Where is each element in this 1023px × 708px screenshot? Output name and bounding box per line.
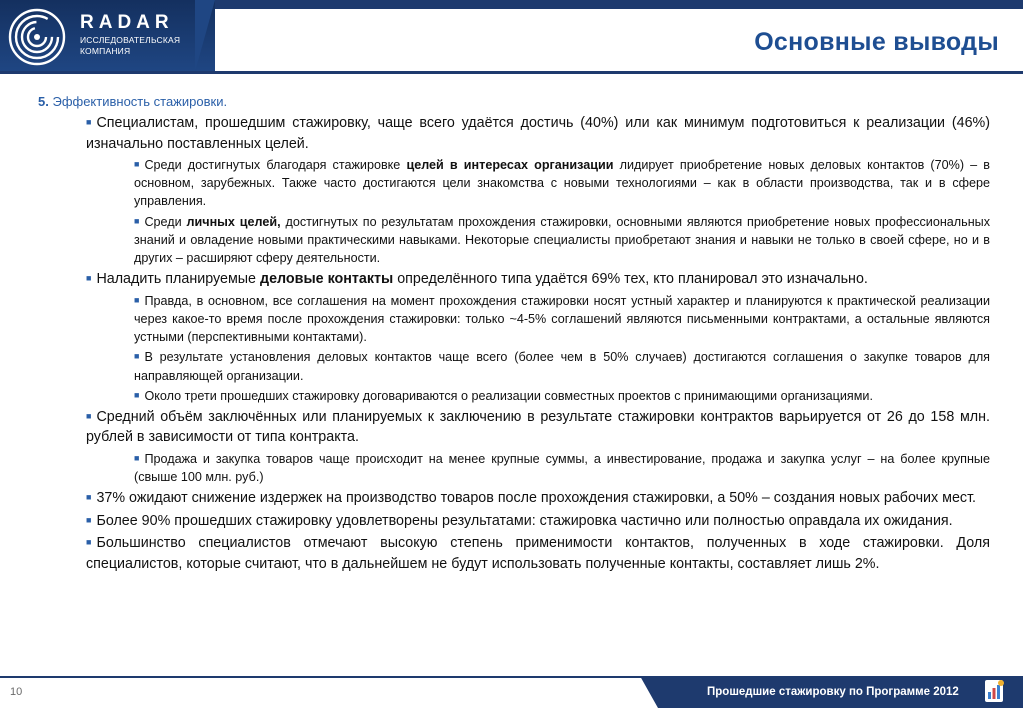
sub-bullet-item [134,155,990,211]
slide-header [0,0,1023,74]
chart-document-icon [980,677,1008,705]
sub-bullet-item [134,386,990,405]
bullet-item [86,268,990,290]
bullet-emphasis: деловые контакты [260,271,394,288]
sub-bullet-text: достигнутых по результатам прохождения стажировки, основными являются приобретение новых профессиональных знаний и овладение новыми практическими навыками. Некоторые специалисты приобретают знания и навыки не только в своей сфере, но и в других – расширяют сферу деятельности. [134,214,991,266]
logo-subtitle-line: КОМПАНИЯ [80,46,131,56]
bullet-item [86,532,990,574]
bullet-text: определённого типа удаётся 69% тех, кто планировал это изначально. [397,271,868,288]
header-rule [0,71,1023,74]
header-slant-decor [195,0,235,72]
bullet-square-icon: ■ [134,351,140,362]
page-title: Основные выводы [754,28,999,56]
bullet-text: Специалистам, прошедшим стажировку, чаще всего удаётся достичь (40%) или как минимум подготовиться к реализации (46%) изначально поставленных целей. [86,115,990,152]
bullet-text: 37% ожидают снижение издержек на производство товаров после прохождения стажировки, а 50% – создания новых рабочих мест. [96,490,977,507]
bullet-text: Большинство специалистов отмечают высокую степень применимости контактов, полученных в ходе стажировки. Доля специалистов, которые считают, что в дальнейшем не будут использовать полученные контакты, составляет лишь 2%. [86,535,990,572]
bullet-square-icon: ■ [134,159,140,169]
bullet-square-icon: ■ [86,537,92,548]
sub-bullet-emphasis: личных целей, [186,214,281,229]
bullet-item [86,487,990,509]
bullet-item [86,510,990,532]
bullet-text: Более 90% прошедших стажировку удовлетворены результатами: стажировка частично или полностью оправдала их ожидания. [96,512,953,529]
bullet-text: Средний объём заключённых или планируемых к заключению в результате стажировки контрактов варьируется от 26 до 158 млн. рублей в зависимости от типа контракта. [86,408,990,446]
sub-bullet-text: Среди достигнутых благодаря стажировке [144,158,401,172]
sub-bullet-text: Около трети прошедших стажировку договариваются о реализации совместных проектов с принимающими организациями. [144,388,873,403]
bullet-item [86,112,990,154]
logo-subtitle [80,35,180,57]
logo-wordmark: RADAR [80,12,174,33]
bullet-square-icon: ■ [134,215,140,226]
bullet-square-icon: ■ [86,273,92,284]
page-number: 10 [10,686,23,698]
footer-caption: Прошедшие стажировку по Программе 2012 [707,686,959,698]
sub-bullet-text: Правда, в основном, все соглашения на момент прохождения стажировки носят устный характер и планируются к практической реализации через какое-то время после прохождения стажировки: только ~4-5% соглашений являются письменными контрактами, а остальные являются устными (перспективными контактами). [134,293,990,345]
bullet-square-icon: ■ [134,389,140,400]
bullet-text: Наладить планируемые [96,271,257,288]
section-title: Эффективность стажировки. [52,94,228,109]
bullet-square-icon: ■ [86,514,92,525]
sub-bullet-text: лидирует приобретение новых деловых контактов (70%) – в основном, зарубежных. Также часто достигаются цели знакомства с новыми технологиями – как в области производства, так и в сфере управления. [134,158,990,209]
radar-rings-icon [8,8,66,66]
section-number: 5. [38,94,49,109]
sub-bullet-text: Среди [144,214,182,229]
logo-subtitle-line: ИССЛЕДОВАТЕЛЬСКАЯ [80,35,181,45]
sub-bullet-emphasis: целей в интересах организации [406,158,614,172]
sub-bullet-item [134,291,990,347]
slide-content [38,94,990,575]
sub-bullet-text: Продажа и закупка товаров чаще происходит на менее крупные суммы, а инвестирование, продажа и закупка услуг – на более крупные (свыше 100 млн. руб.) [134,451,990,485]
sub-bullet-item [134,347,990,384]
sub-bullet-text: В результате установления деловых контактов чаще всего (более чем в 50% случаев) достигаются соглашения о закупке товаров для направляющей организации. [134,350,990,383]
bullet-item [86,406,990,448]
bullet-square-icon: ■ [86,492,92,503]
sub-bullet-item [134,212,990,268]
bullet-square-icon: ■ [86,117,92,127]
sub-bullet-item [134,449,990,486]
bullet-square-icon: ■ [86,410,92,421]
bullet-square-icon: ■ [134,294,140,305]
section-heading [38,94,990,109]
bullet-square-icon: ■ [134,452,140,463]
